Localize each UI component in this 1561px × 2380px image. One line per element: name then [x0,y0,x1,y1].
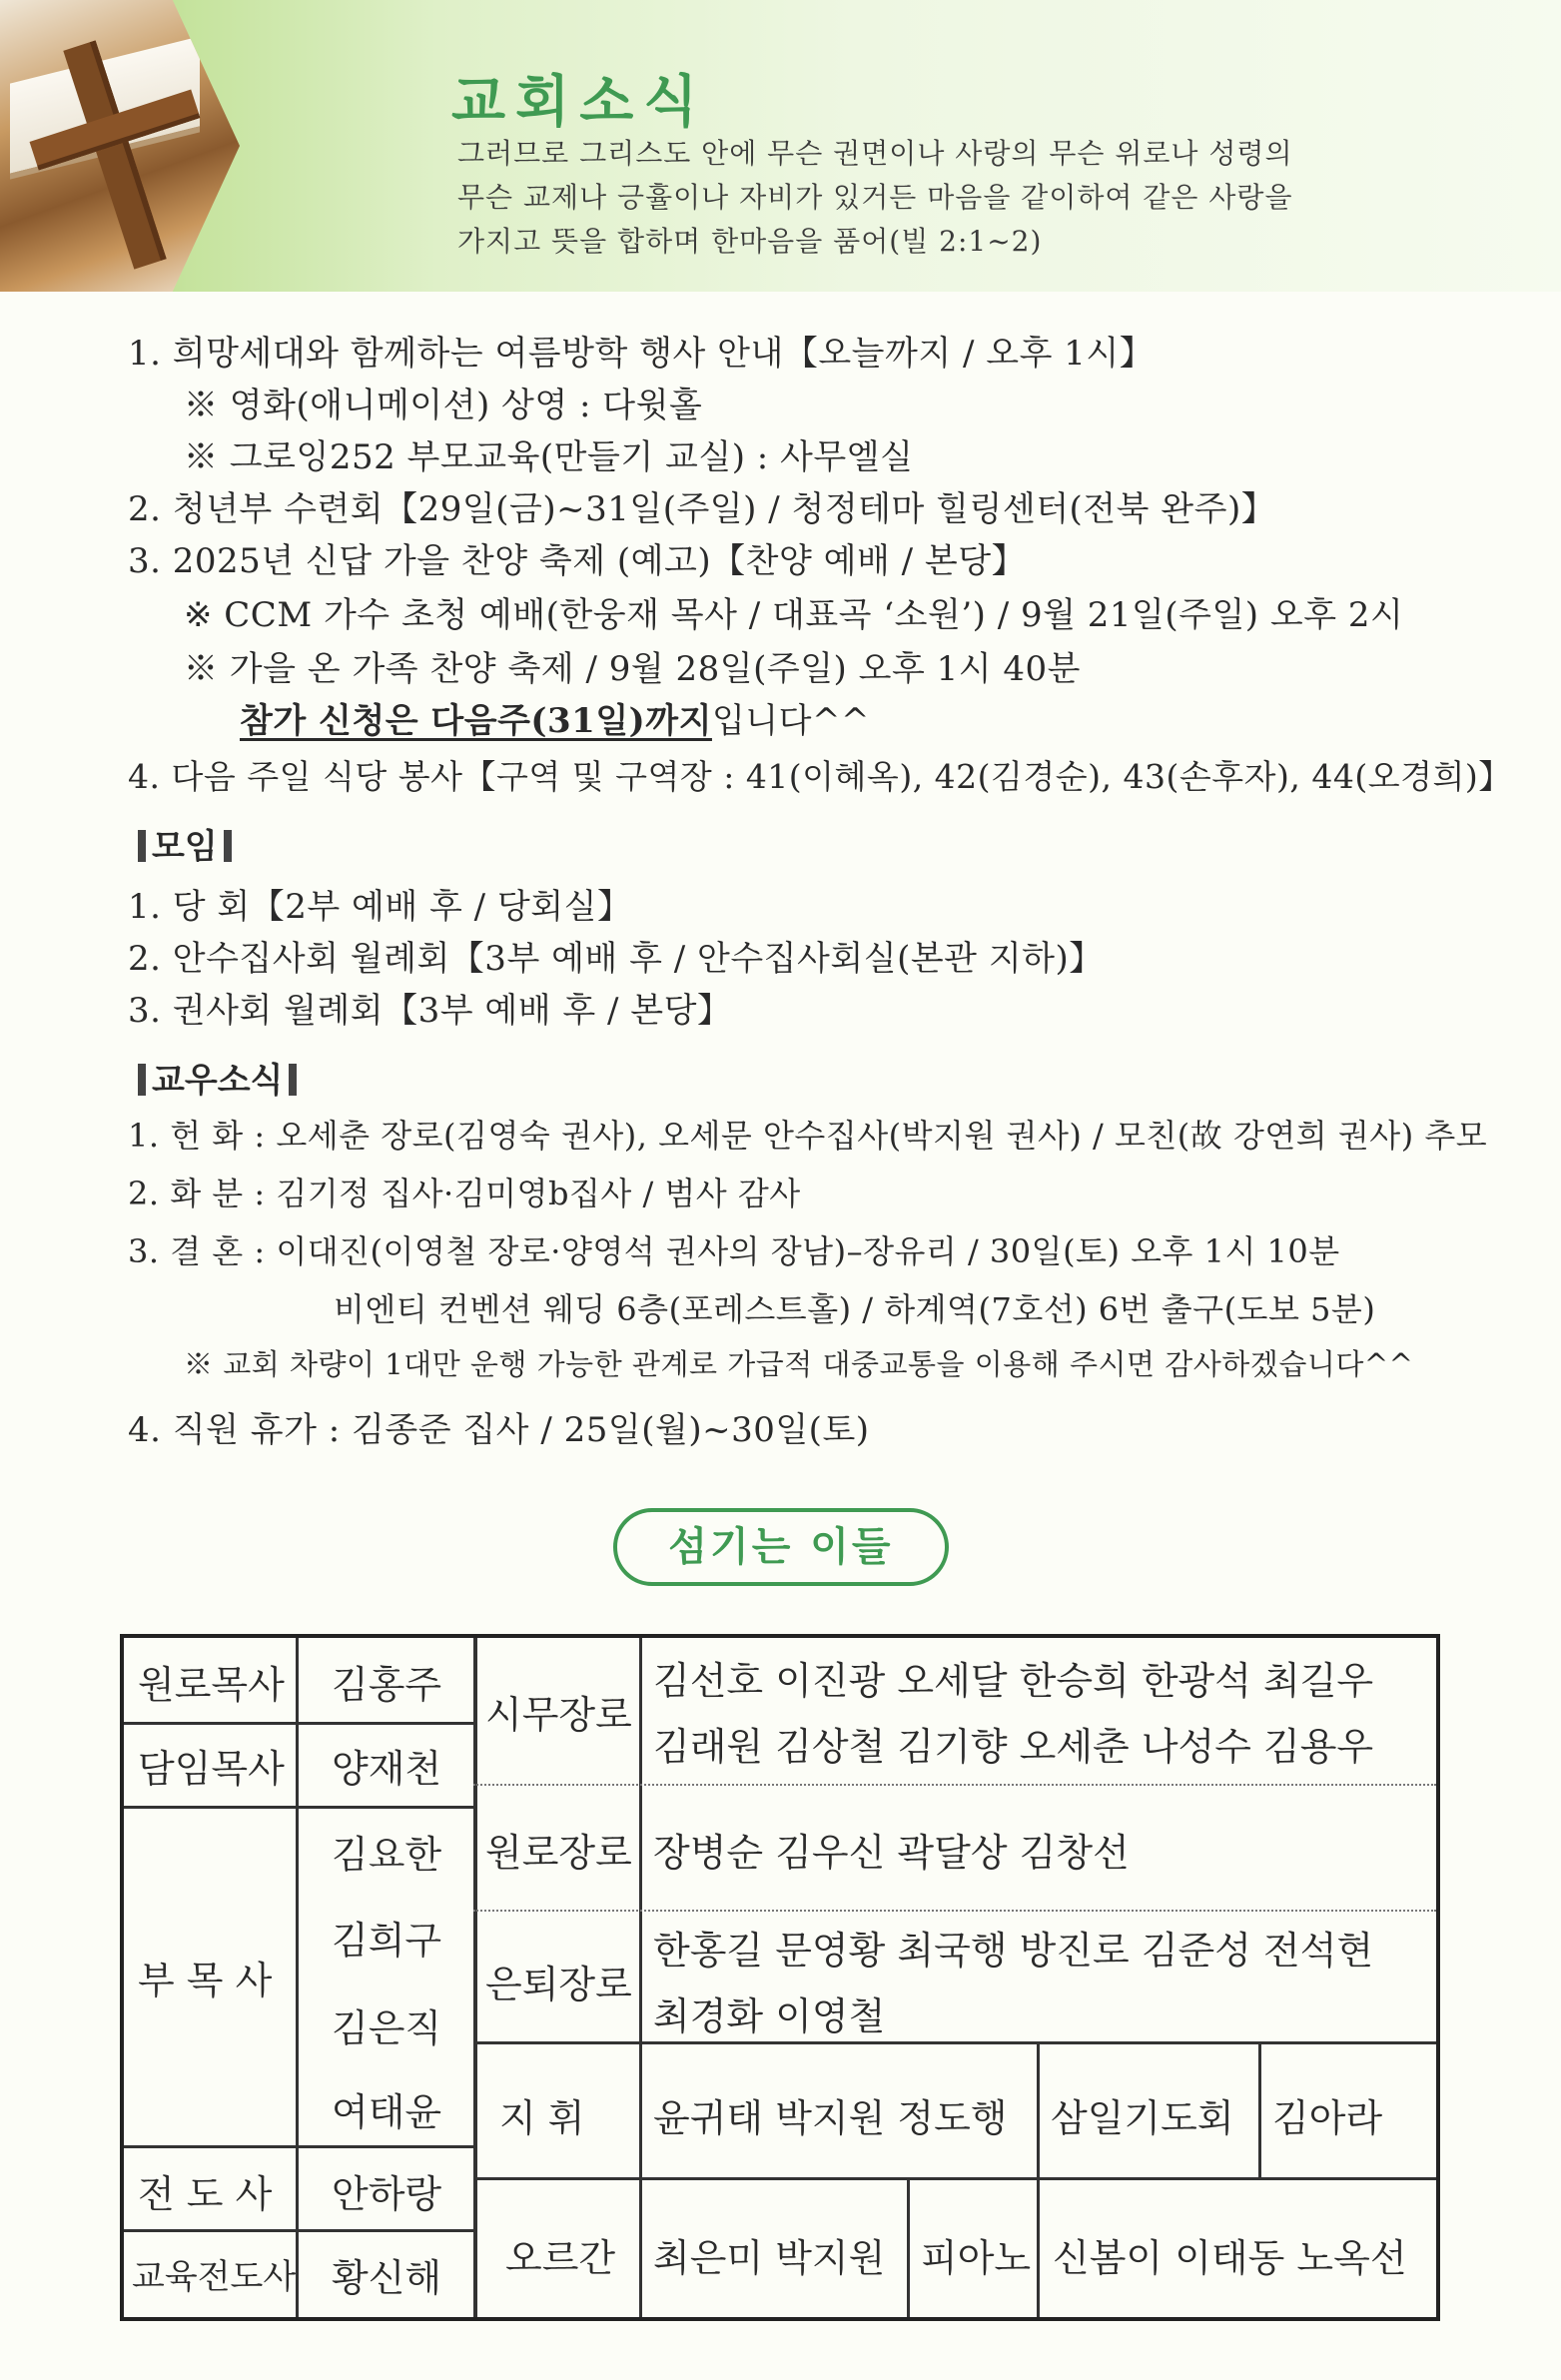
col-divider [473,1638,477,2317]
col-divider [296,1638,299,2317]
role-active-elder: 시무장로 [485,1693,632,1737]
col-divider [639,1638,642,2317]
names-emeritus-elder: 장병순 김우신 곽달상 김창선 [653,1831,1130,1875]
meeting-item-2: 2. 안수집사회 월례회【3부 예배 후 / 안수집사회실(본관 지하)】 [128,939,1104,979]
name-evangelist: 안하랑 [332,2172,442,2216]
news-item-2: 2. 청년부 수련회【29일(금)~31일(주일) / 청정테마 힐링센터(전북 완주)】 [128,489,1276,529]
name-associate-pastor-1: 김요한 [332,1833,442,1877]
news-item-3-note [240,693,870,742]
row-divider [473,2177,1436,2180]
verse-line-1: 그러므로 그리스도 안에 무슨 권면이나 사랑의 무슨 위로나 성령의 [457,137,1293,170]
member-item-3-note: ※ 교회 차량이 1대만 운행 가능한 관계로 가급적 대중교통을 이용해 주시면 감사하겠습니다^^ [184,1347,1414,1381]
member-item-3: 3. 결 혼 : 이대진(이영철 장로·양영석 권사의 장남)–장유리 / 30일(토) 오후 1시 10분 [128,1232,1340,1270]
news-item-3: 3. 2025년 신답 가을 찬양 축제 (예고)【찬양 예배 / 본당】 [128,541,1027,581]
role-associate-pastor: 부 목 사 [138,1959,273,2002]
dotted-divider [473,1784,1436,1786]
col-divider [1037,2041,1040,2317]
names-conductor: 윤귀태 박지원 정도행 [653,2096,1008,2140]
meeting-heading: 모임 [132,819,238,868]
signup-deadline-underlined: 참가 신청은 다음주(31일)까지 [240,701,712,741]
role-senior-pastor: 담임목사 [138,1747,285,1791]
col-divider [907,2177,910,2317]
news-item-3-sub-a: ※ CCM 가수 초청 예배(한웅재 목사 / 대표곡 ‘소원’) / 9월 21일(주일) 오후 2시 [184,595,1404,635]
row-divider [124,1806,473,1809]
name-education-evangelist: 황신해 [332,2256,442,2300]
member-item-2: 2. 화 분 : 김기정 집사·김미영b집사 / 범사 감사 [128,1175,801,1212]
heading-bar-icon [138,1064,146,1096]
role-evangelist: 전 도 사 [138,2172,273,2216]
member-item-3-venue: 비엔티 컨벤션 웨딩 6층(포레스트홀) / 하계역(7호선) 6번 출구(도보 5분) [334,1290,1376,1328]
role-organ: 오르간 [505,2236,616,2280]
names-piano: 신봄이 이태동 노옥선 [1053,2236,1407,2280]
role-conductor: 지 휘 [499,2096,585,2140]
member-item-1: 1. 헌 화 : 오세춘 장로(김영숙 권사), 오세문 안수집사(박지원 권사) / 모친(故 강연희 권사) 추모 [128,1117,1488,1155]
name-associate-pastor-2: 김희구 [332,1919,442,1963]
header-banner [0,0,1561,292]
cross-book-image [0,0,240,292]
signup-deadline-rest: 입니다^^ [711,701,870,741]
role-retired-elder: 은퇴장로 [485,1963,632,2006]
dotted-divider [473,1910,1436,1912]
name-senior-emeritus-pastor: 김홍주 [332,1663,442,1707]
bible-verse [457,132,1496,264]
news-item-1: 1. 희망세대와 함께하는 여름방학 행사 안내【오늘까지 / 오후 1시】 [128,334,1155,374]
heading-bar-icon [289,1064,297,1096]
role-senior-emeritus-pastor: 원로목사 [138,1663,285,1707]
role-education-evangelist: 교육전도사 [132,2257,297,2297]
news-item-1-sub-b: ※ 그로잉252 부모교육(만들기 교실) : 사무엘실 [184,437,914,477]
members-heading: 교우소식 [132,1053,303,1102]
role-emeritus-elder: 원로장로 [485,1831,632,1875]
names-retired-elder-2: 최경화 이영철 [653,1994,886,2038]
member-item-4: 4. 직원 휴가 : 김종준 집사 / 25일(월)~30일(토) [128,1410,870,1450]
role-wednesday-prayer: 삼일기도회 [1051,2096,1234,2140]
servants-title: 섬기는 이들 [613,1508,949,1586]
name-associate-pastor-4: 여태윤 [332,2090,442,2134]
row-divider [124,2229,473,2232]
role-piano: 피아노 [921,2236,1032,2280]
names-active-elder-2: 김래원 김상철 김기향 오세춘 나성수 김용우 [653,1725,1374,1769]
heading-bar-icon [138,830,146,862]
page-title: 교회소식 [451,70,708,135]
verse-line-2: 무슨 교제나 긍휼이나 자비가 있거든 마음을 같이하여 같은 사랑을 [457,181,1293,214]
news-item-4: 4. 다음 주일 식당 봉사【구역 및 구역장 : 41(이혜옥), 42(김경순), 43(손후자), 44(오경희)】 [128,757,1512,796]
servants-table [120,1634,1440,2321]
names-active-elder-1: 김선호 이진광 오세달 한승희 한광석 최길우 [653,1659,1374,1703]
name-wednesday-prayer: 김아라 [1272,2096,1383,2140]
news-item-3-sub-b: ※ 가을 온 가족 찬양 축제 / 9월 28일(주일) 오후 1시 40분 [184,649,1082,689]
meeting-item-3: 3. 권사회 월례회【3부 예배 후 / 본당】 [128,991,732,1031]
verse-line-3: 가지고 뜻을 합하며 한마음을 품어(빌 2:1~2) [457,225,1043,258]
names-retired-elder-1: 한홍길 문영황 최국행 방진로 김준성 전석현 [653,1929,1374,1973]
row-divider [124,2145,473,2148]
news-item-1-sub-a: ※ 영화(애니메이션) 상영 : 다윗홀 [184,386,703,425]
names-organ: 최은미 박지원 [653,2236,886,2280]
meeting-item-1: 1. 당 회【2부 예배 후 / 당회실】 [128,887,632,927]
name-associate-pastor-3: 김은직 [332,2006,442,2050]
name-senior-pastor: 양재천 [332,1747,442,1791]
heading-bar-icon [224,830,232,862]
col-divider [1258,2041,1261,2177]
row-divider [473,2041,1436,2044]
row-divider [124,1722,473,1725]
